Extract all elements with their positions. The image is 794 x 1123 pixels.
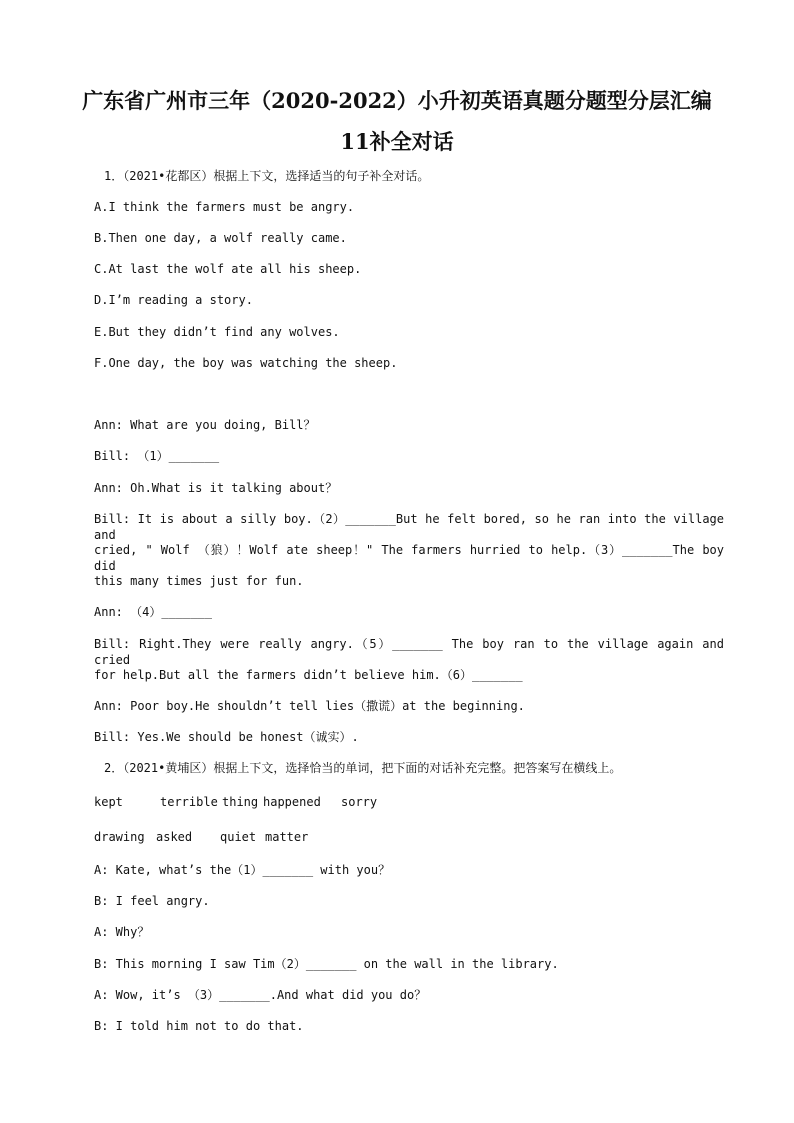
- option-a: A.I think the farmers must be angry.: [94, 200, 355, 214]
- word-bank-row-1: [94, 794, 724, 810]
- dialog-line: A: Kate, what’s the（1）_______ with you？: [94, 863, 391, 877]
- word-bank-item: sorry: [341, 795, 378, 809]
- dialog-line: for help.But all the farmers didn’t believe him.（6）_______: [94, 668, 523, 682]
- dialog-line: Bill: （1）_______: [94, 449, 220, 463]
- option-d: D.I’m reading a story.: [94, 293, 253, 307]
- dialog-line: this many times just for fun.: [94, 574, 304, 588]
- dialog-line: Ann: Oh.What is it talking about？: [94, 481, 338, 495]
- word-bank-item: matter: [265, 830, 309, 844]
- dialog-line: cried, " Wolf （狼）！Wolf ate sheep！" The farmers hurried to help.（3）_______The boy did: [94, 543, 724, 573]
- word-bank-item: thing: [222, 795, 259, 809]
- word-bank-item: asked: [156, 830, 193, 844]
- word-bank-row-2: [94, 829, 724, 845]
- option-f: F.One day, the boy was watching the sheep.: [94, 356, 398, 370]
- dialog-line: Ann: What are you doing, Bill？: [94, 418, 316, 432]
- dialog-line: B: This morning I saw Tim（2）_______ on the wall in the library.: [94, 957, 559, 971]
- option-b: B.Then one day, a wolf really came.: [94, 231, 347, 245]
- dialog-line: Bill: It is about a silly boy.（2）_______But he felt bored, so he ran into the village and: [94, 512, 724, 542]
- option-c: C.At last the wolf ate all his sheep.: [94, 262, 362, 276]
- question-2-stem: 2．（2021•黄埔区）根据上下文，选择恰当的单词，把下面的对话补充完整。把答案写在横线上。: [104, 761, 622, 775]
- word-bank-item: terrible: [160, 795, 218, 809]
- dialog-line: B: I told him not to do that.: [94, 1019, 304, 1033]
- word-bank-item: drawing: [94, 830, 145, 844]
- question-1-stem: 1．（2021•花都区）根据上下文，选择适当的句子补全对话。: [104, 169, 430, 183]
- dialog-line: A: Wow, it’s （3）_______.And what did you do？: [94, 988, 427, 1002]
- dialog-line: Bill: Yes.We should be honest（诚实）.: [94, 730, 359, 744]
- dialog-line: A: Why？: [94, 925, 150, 939]
- dialog-line: Ann: （4）_______: [94, 605, 212, 619]
- word-bank-item: happened: [263, 795, 321, 809]
- dialog-line: Ann: Poor boy.He shouldn’t tell lies（撒谎）at the beginning.: [94, 699, 525, 713]
- word-bank-item: quiet: [220, 830, 257, 844]
- word-bank-item: kept: [94, 795, 123, 809]
- document-subtitle: 11补全对话: [340, 129, 454, 154]
- dialog-line: Bill: Right.They were really angry.（5）_______ The boy ran to the village again and cried: [94, 637, 724, 667]
- document-title: 广东省广州市三年（2020-2022）小升初英语真题分题型分层汇编: [82, 88, 712, 113]
- option-e: E.But they didn’t find any wolves.: [94, 325, 340, 339]
- dialog-line: B: I feel angry.: [94, 894, 210, 908]
